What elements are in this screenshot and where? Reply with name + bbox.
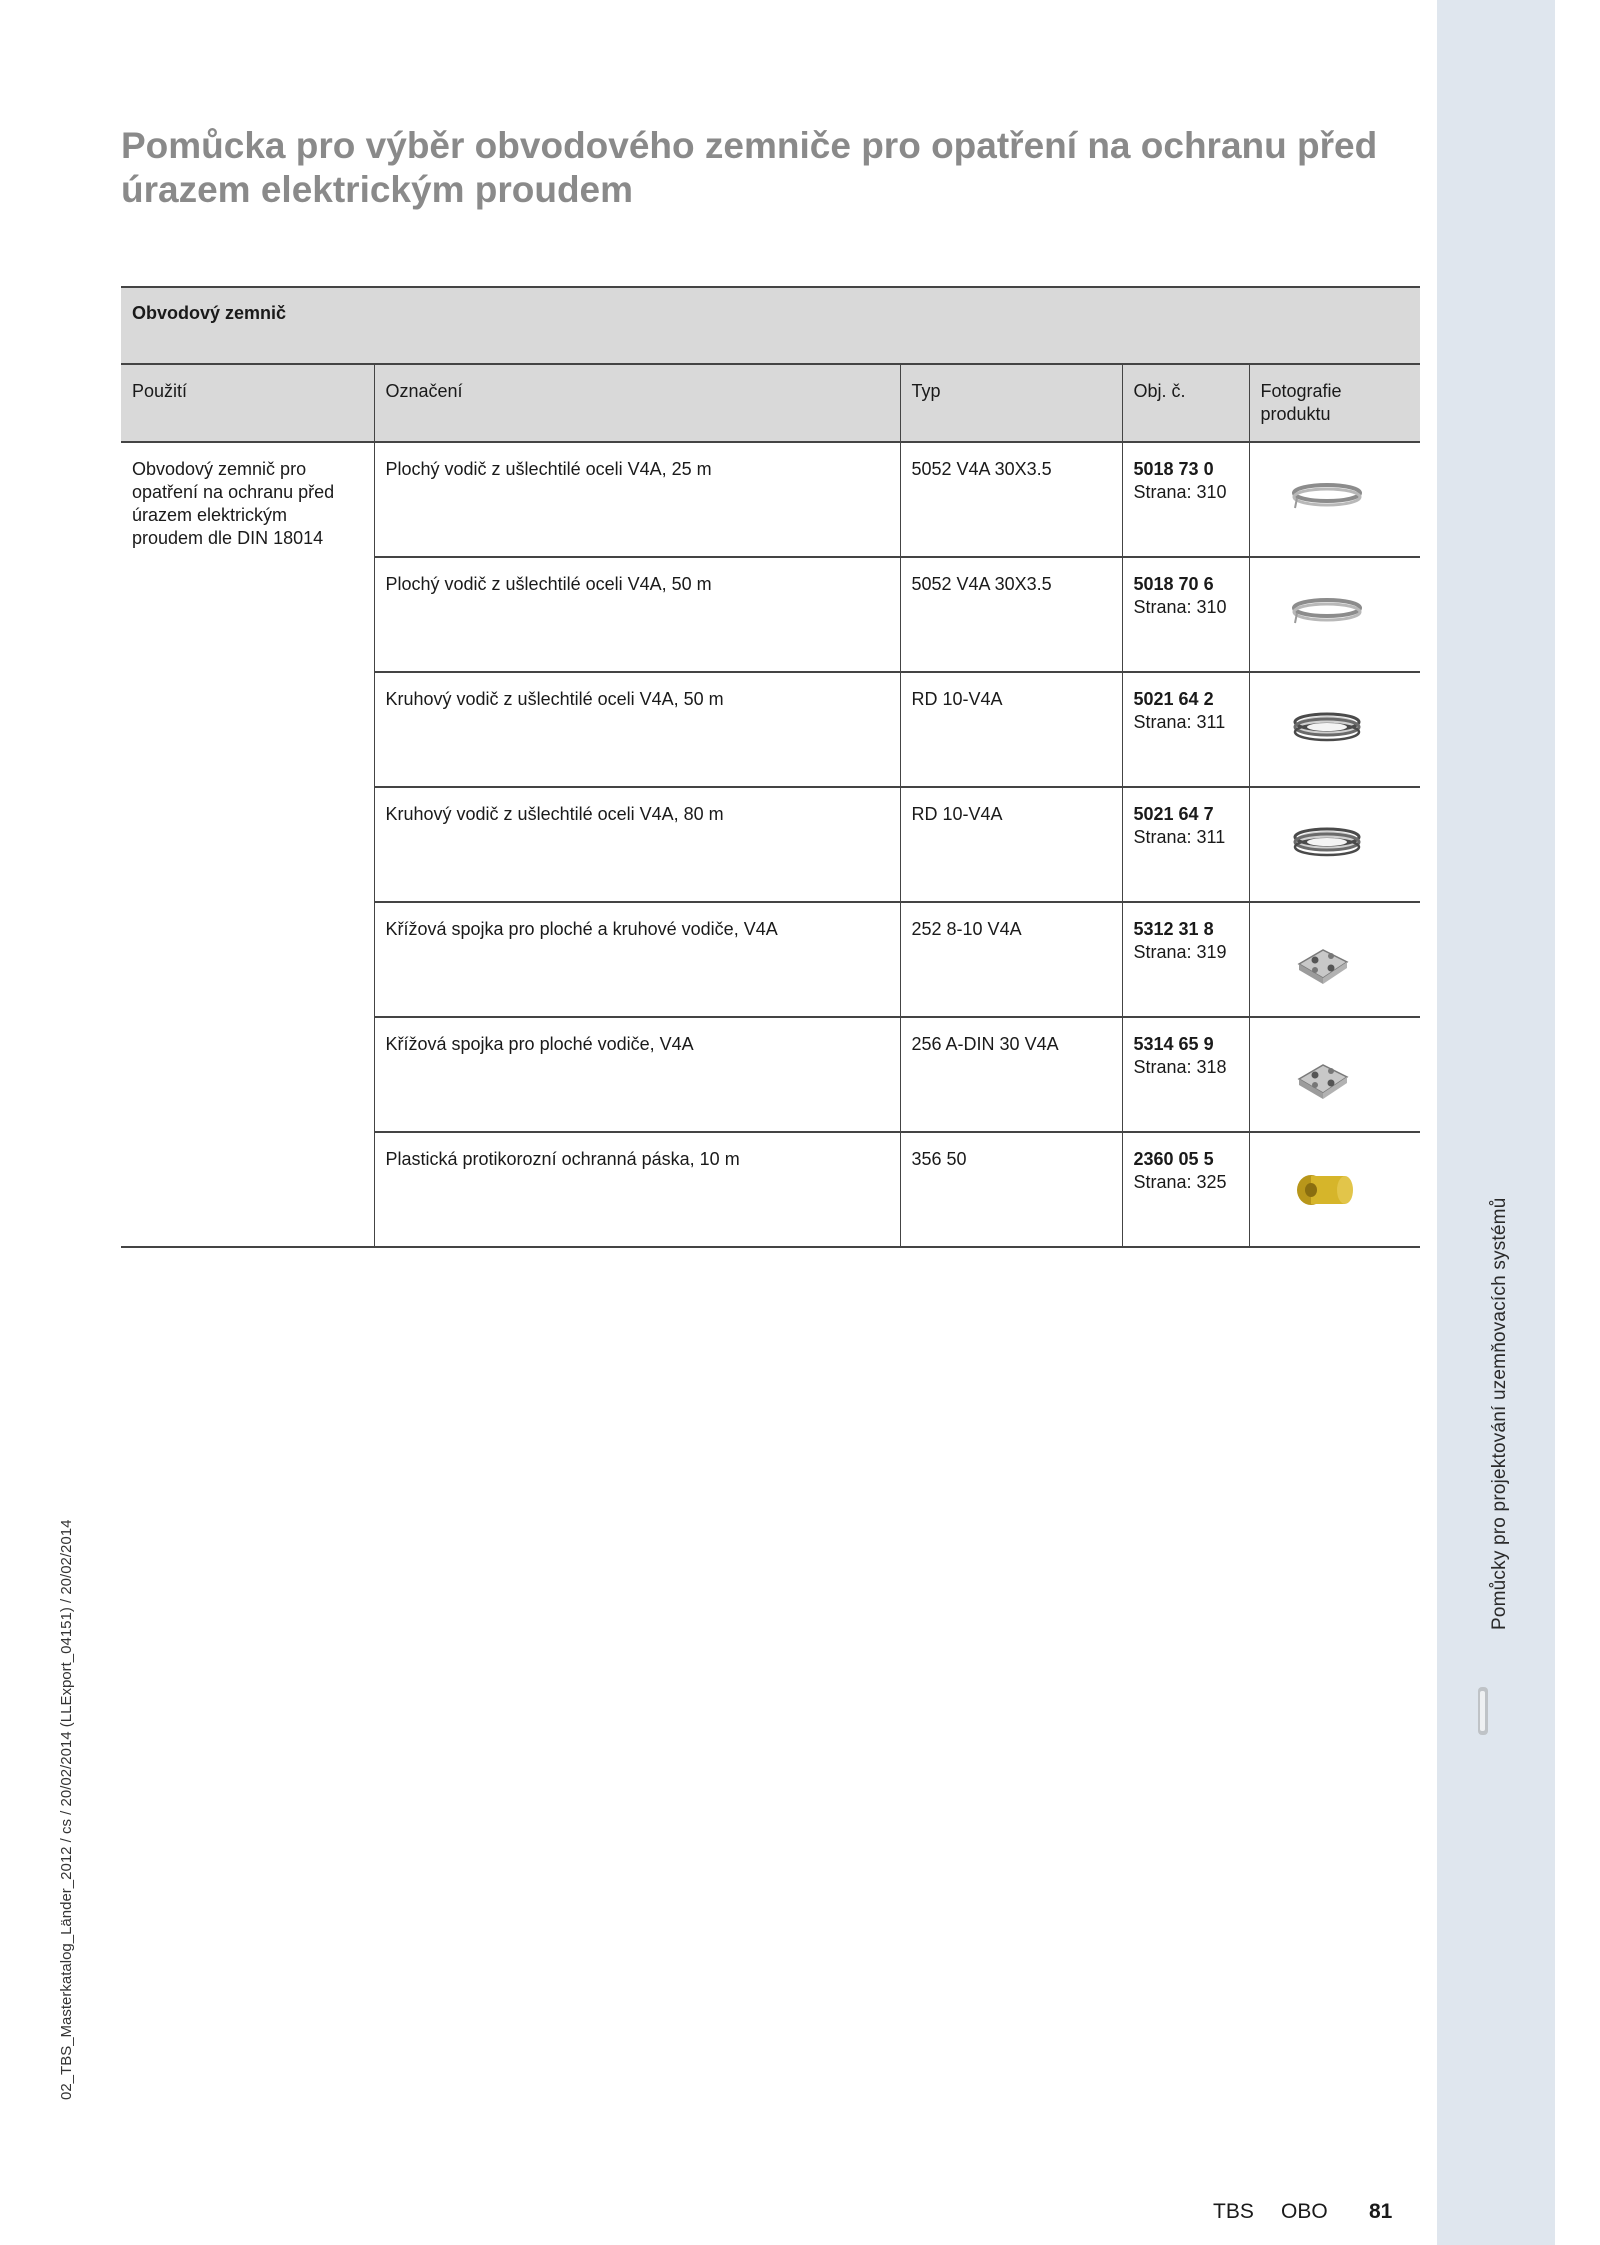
use-cell: [121, 787, 374, 902]
header-designation: Označení: [374, 364, 900, 442]
photo-cell: [1249, 1017, 1420, 1132]
type-cell: RD 10-V4A: [900, 672, 1122, 787]
section-header-row: [121, 287, 1420, 364]
photo-cell: [1249, 1132, 1420, 1247]
type-cell: RD 10-V4A: [900, 787, 1122, 902]
tape-roll-icon: [1261, 1170, 1410, 1208]
page-title: Pomůcka pro výběr obvodového zemniče pro opatření na ochranu před úrazem elektrickým proudem: [121, 125, 1378, 210]
table-row: [121, 557, 1420, 672]
article-number: 2360 05 5: [1133, 1149, 1214, 1169]
art-no-cell: [1122, 1132, 1249, 1247]
article-number: 5018 70 6: [1133, 574, 1214, 594]
table-row: [121, 1132, 1420, 1247]
document-meta-line: 02_TBS_Masterkatalog_Länder_2012 / cs / 20/02/2014 (LLExport_04151) / 20/02/2014: [58, 1519, 75, 2100]
table-row: [121, 672, 1420, 787]
section-title: Obvodový zemnič: [121, 287, 1420, 364]
page-reference: Strana: 319: [1133, 942, 1227, 962]
use-cell: [121, 1017, 374, 1132]
designation-cell: Křížová spojka pro ploché vodiče, V4A: [374, 1017, 900, 1132]
page-reference: Strana: 310: [1133, 597, 1227, 617]
designation-cell: Křížová spojka pro ploché a kruhové vodiče, V4A: [374, 902, 900, 1017]
flat-strip-coil-icon: [1261, 595, 1410, 625]
selection-table: [121, 286, 1420, 1248]
thumb-tab-icon: [1475, 1683, 1493, 1739]
table-row: [121, 902, 1420, 1017]
header-photo: Fotografie produktu: [1249, 364, 1420, 442]
article-number: 5018 73 0: [1133, 459, 1214, 479]
article-number: 5021 64 7: [1133, 804, 1214, 824]
use-cell: [121, 672, 374, 787]
type-cell: 5052 V4A 30X3.5: [900, 442, 1122, 557]
table-row: [121, 1017, 1420, 1132]
page-number: 81: [1369, 2200, 1393, 2223]
table-row: [121, 787, 1420, 902]
round-wire-coil-icon: [1261, 825, 1410, 859]
art-no-cell: [1122, 557, 1249, 672]
footer-tbs: TBS: [1213, 2200, 1254, 2223]
photo-cell: [1249, 557, 1420, 672]
designation-cell: Kruhový vodič z ušlechtilé oceli V4A, 50 m: [374, 672, 900, 787]
side-band: [1437, 0, 1555, 2245]
flat-strip-coil-icon: [1261, 480, 1410, 510]
footer-brand: OBO: [1281, 2200, 1328, 2223]
cross-connector-icon: [1261, 1055, 1410, 1101]
type-cell: 5052 V4A 30X3.5: [900, 557, 1122, 672]
table-body: [121, 442, 1420, 1247]
designation-cell: Plochý vodič z ušlechtilé oceli V4A, 25 m: [374, 442, 900, 557]
use-cell: [121, 557, 374, 672]
header-art-no: Obj. č.: [1122, 364, 1249, 442]
article-number: 5312 31 8: [1133, 919, 1214, 939]
column-header-row: [121, 364, 1420, 442]
art-no-cell: [1122, 442, 1249, 557]
header-type: Typ: [900, 364, 1122, 442]
type-cell: 252 8-10 V4A: [900, 902, 1122, 1017]
page-reference: Strana: 310: [1133, 482, 1227, 502]
use-cell: Obvodový zemnič pro opatření na ochranu před úrazem elektrickým proudem dle DIN 18014: [132, 459, 335, 548]
section-side-label: Pomůcky pro projektování uzemňovacích systémů: [1489, 1197, 1510, 1630]
type-cell: 256 A-DIN 30 V4A: [900, 1017, 1122, 1132]
art-no-cell: [1122, 1017, 1249, 1132]
use-cell: [121, 902, 374, 1017]
article-number: 5314 65 9: [1133, 1034, 1214, 1054]
designation-cell: Plochý vodič z ušlechtilé oceli V4A, 50 m: [374, 557, 900, 672]
designation-cell: Plastická protikorozní ochranná páska, 10 m: [374, 1132, 900, 1247]
table-row: [121, 442, 1420, 557]
photo-cell: [1249, 672, 1420, 787]
photo-cell: [1249, 902, 1420, 1017]
art-no-cell: [1122, 902, 1249, 1017]
page-reference: Strana: 311: [1133, 712, 1226, 732]
photo-cell: [1249, 787, 1420, 902]
page-reference: Strana: 311: [1133, 827, 1226, 847]
article-number: 5021 64 2: [1133, 689, 1214, 709]
cross-connector-icon: [1261, 940, 1410, 986]
art-no-cell: [1122, 787, 1249, 902]
header-use: Použití: [121, 364, 374, 442]
designation-cell: Kruhový vodič z ušlechtilé oceli V4A, 80 m: [374, 787, 900, 902]
art-no-cell: [1122, 672, 1249, 787]
use-cell: [121, 1132, 374, 1247]
page-reference: Strana: 325: [1133, 1172, 1227, 1192]
photo-cell: [1249, 442, 1420, 557]
type-cell: 356 50: [900, 1132, 1122, 1247]
page-reference: Strana: 318: [1133, 1057, 1227, 1077]
round-wire-coil-icon: [1261, 710, 1410, 744]
